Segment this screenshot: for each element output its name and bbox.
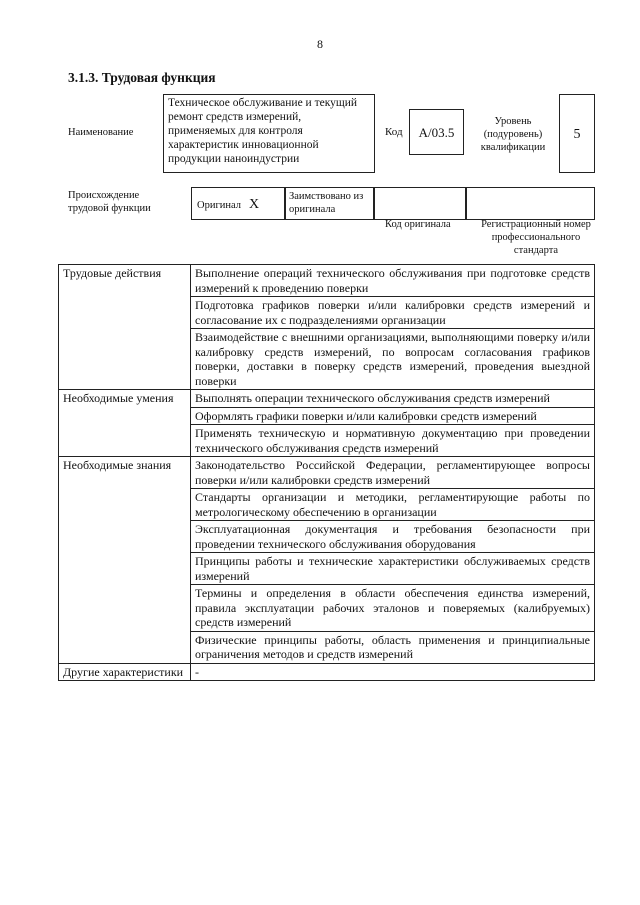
code-value: A/03.5: [409, 109, 464, 155]
table-row: [59, 457, 595, 489]
value-cell: Стандарты организации и методики, регламентирующие работы по метрологическому обеспечению в организации: [191, 489, 595, 521]
name-label: Наименование: [68, 127, 134, 138]
page-number: 8: [317, 37, 323, 51]
reg-number-caption: Регистрационный номер профессионального стандарта: [481, 219, 591, 256]
code-label: Код: [385, 126, 403, 138]
table-row: [59, 663, 595, 681]
value-cell: Принципы работы и технические характеристики обслуживаемых средств измерений: [191, 553, 595, 585]
value-cell: Взаимодействие с внешними организациями, выполняющими поверку и/или калибровку средств измерений, по вопросам согласования графиков поверки, доставки в поверку средств измерений, проведения выездной поверки: [191, 329, 595, 390]
category-cell: Трудовые действия: [59, 265, 191, 390]
value-cell: Оформлять графики поверки и/или калибровки средств измерений: [191, 407, 595, 425]
function-name: Техническое обслуживание и текущий ремонт средств измерений, применяемых для контроля характеристик инновационной продукции наноиндустрии: [163, 94, 375, 173]
table-row: [59, 265, 595, 297]
value-cell: Законодательство Российской Федерации, регламентирующее вопросы поверки и/или калибровки средств измерений: [191, 457, 595, 489]
value-cell: Термины и определения в области обеспечения единства измерений, правила эксплуатации рабочих эталонов и поверяемых (калибруемых) средств измерений: [191, 585, 595, 632]
table-row: [59, 390, 595, 408]
borrowed-cell: Заимствовано из оригинала: [285, 187, 374, 220]
category-cell: Другие характеристики: [59, 663, 191, 681]
level-value: 5: [559, 94, 595, 173]
section-heading: 3.1.3. Трудовая функция: [68, 70, 216, 85]
value-cell: Физические принципы работы, область применения и принципиальные ограничения методов и средств измерений: [191, 631, 595, 663]
original-code-cell: [374, 187, 466, 220]
value-cell: Применять техническую и нормативную документацию при проведении технического обслуживания средств измерений: [191, 425, 595, 457]
value-cell: Подготовка графиков поверки и/или калибровки средств измерений и согласование их с подразделениями организации: [191, 297, 595, 329]
function-table: [58, 264, 595, 681]
category-cell: Необходимые умения: [59, 390, 191, 457]
original-cell: [191, 187, 285, 220]
original-mark: X: [249, 197, 260, 212]
level-label: Уровень (подуровень) квалификации: [480, 116, 546, 153]
value-cell: Эксплуатационная документация и требования безопасности при проведении технического обслуживания оборудования: [191, 521, 595, 553]
value-cell: Выполнять операции технического обслуживания средств измерений: [191, 390, 595, 408]
category-cell: Необходимые знания: [59, 457, 191, 664]
origin-label: Происхождение трудовой функции: [68, 190, 151, 214]
reg-number-cell: [466, 187, 595, 220]
value-cell: -: [191, 663, 595, 681]
original-label: Оригинал: [197, 200, 241, 211]
original-code-caption: Код оригинала: [385, 219, 451, 230]
value-cell: Выполнение операций технического обслуживания при подготовке средств измерений к проведению поверки: [191, 265, 595, 297]
